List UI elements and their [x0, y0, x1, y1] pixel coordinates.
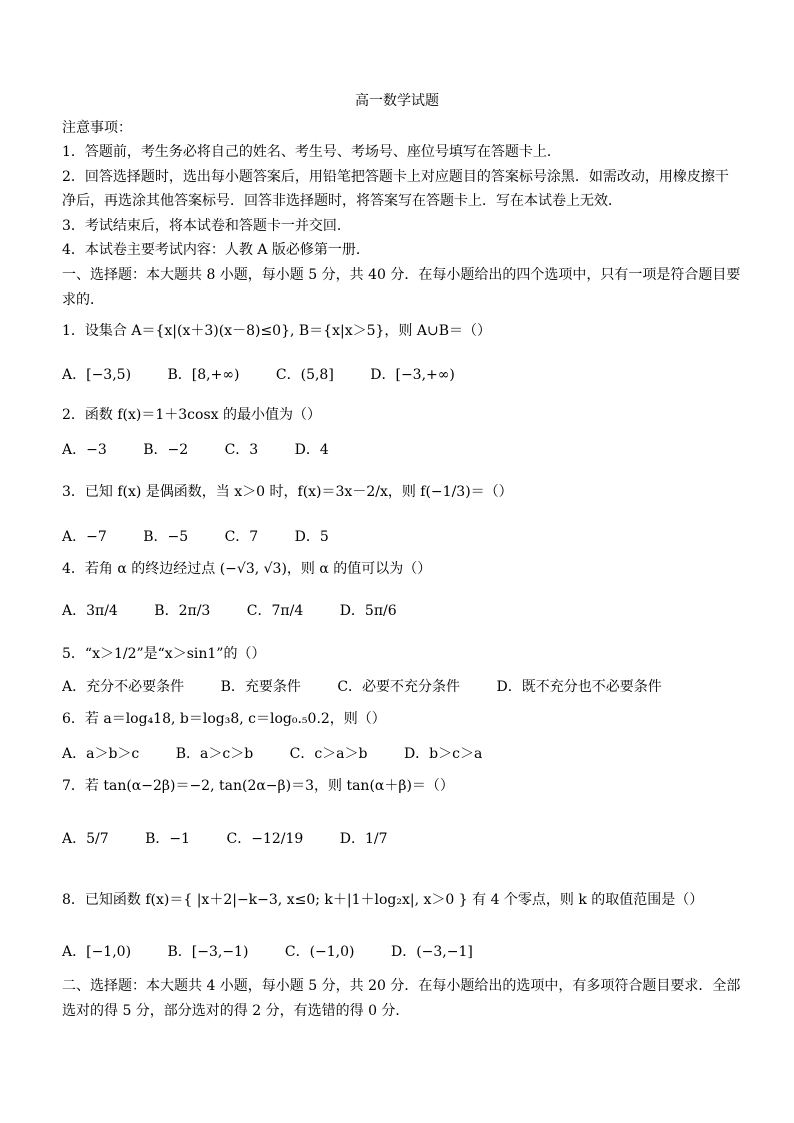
option-b: B．−2 — [143, 442, 189, 458]
question-1-options — [62, 366, 487, 384]
option-d: D．4 — [294, 442, 329, 458]
question-5-stem: 5．“x＞1/2”是“x＞sin1”的（） — [62, 646, 266, 662]
section2-instructions: 二、选择题：本大题共 4 小题，每小题 5 分，共 20 分．在每小题给出的选项中，有多项符合题目要求．全部 — [62, 978, 741, 994]
option-b: B．−1 — [145, 831, 191, 847]
option-a: A．充分不必要条件 — [62, 679, 185, 695]
option-a: A．3π/4 — [62, 603, 118, 619]
question-3-stem: 3．已知 f(x) 是偶函数，当 x＞0 时，f(x)＝3x－2/x，则 f(−1/3)＝（） — [62, 484, 513, 500]
question-4-options — [62, 602, 429, 620]
option-c: C．3 — [224, 442, 259, 458]
option-b: B．a＞c＞b — [175, 746, 254, 762]
question-1-stem: 1．设集合 A＝{x|(x＋3)(x－8)≤0}, B＝{x|x＞5}，则 A∪B＝（） — [62, 323, 491, 339]
notice-item: 3．考试结束后，将本试卷和答题卡一并交回． — [62, 218, 351, 234]
option-d: D．5 — [294, 529, 329, 545]
question-7-options — [62, 830, 420, 848]
option-a: A．[−1,0) — [62, 944, 132, 960]
question-8-stem: 8．已知函数 f(x)＝{ |x＋2|−k−3, x≤0; k＋|1＋log₂x|, x＞0 } 有 4 个零点，则 k 的取值范围是（） — [62, 892, 704, 908]
question-8-options — [62, 943, 505, 961]
option-b: B．[−3,−1) — [167, 944, 249, 960]
option-a: A．a＞b＞c — [62, 746, 140, 762]
option-b: B．2π/3 — [154, 603, 211, 619]
option-c: C．(−1,0) — [284, 944, 355, 960]
question-6-stem: 6．若 a＝log₄18, b＝log₃8, c＝log₀.₅0.2，则（） — [62, 711, 386, 727]
option-b: B．[8,+∞) — [167, 367, 240, 383]
option-a: A．[−3,5) — [62, 367, 132, 383]
option-d: D．既不充分也不必要条件 — [496, 679, 662, 695]
option-c: C．必要不充分条件 — [337, 679, 461, 695]
notice-item: 净后，再选涂其他答案标号．回答非选择题时，将答案写在答题卡上．写在本试卷上无效． — [62, 193, 622, 209]
option-a: A．−3 — [62, 442, 107, 458]
option-d: D．[−3,+∞) — [370, 367, 455, 383]
section1-instructions: 一、选择题：本大题共 8 小题，每小题 5 分，共 40 分．在每小题给出的四个选项中，只有一项是符合题目要 — [62, 267, 741, 283]
option-d: D．b＞c＞a — [403, 746, 483, 762]
question-2-stem: 2．函数 f(x)＝1＋3cosx 的最小值为（） — [62, 407, 321, 423]
section2-instructions-cont: 选对的得 5 分，部分选对的得 2 分，有选错的得 0 分． — [62, 1003, 410, 1019]
option-c: C．−12/19 — [226, 831, 304, 847]
question-7-stem: 7．若 tan(α−2β)＝−2, tan(2α−β)＝3，则 tan(α＋β)＝（） — [62, 778, 454, 794]
page-title: 高一数学试题 — [355, 93, 439, 109]
option-d: D．5π/6 — [339, 603, 397, 619]
option-c: C．7 — [224, 529, 259, 545]
question-5-options — [62, 678, 694, 696]
option-c: C．(5,8] — [275, 367, 334, 383]
notice-item: 2．回答选择题时，选出每小题答案后，用铅笔把答题卡上对应题目的答案标号涂黑．如需改动，用橡皮擦干 — [62, 169, 729, 185]
option-b: B．−5 — [143, 529, 189, 545]
question-6-options — [62, 745, 514, 763]
option-c: C．7π/4 — [246, 603, 304, 619]
option-d: D．1/7 — [339, 831, 388, 847]
question-2-options — [62, 441, 361, 459]
section1-instructions-cont: 求的． — [62, 292, 104, 308]
option-a: A．−7 — [62, 529, 107, 545]
option-a: A．5/7 — [62, 831, 109, 847]
notice-item: 1．答题前，考生务必将自己的姓名、考生号、考场号、座位号填写在答题卡上． — [62, 144, 561, 160]
option-c: C．c＞a＞b — [289, 746, 368, 762]
question-4-stem: 4．若角 α 的终边经过点 (−√3, √3)，则 α 的值可以为（） — [62, 561, 432, 577]
notice-heading: 注意事项： — [62, 120, 132, 136]
option-b: B．充要条件 — [220, 679, 301, 695]
notice-item: 4．本试卷主要考试内容：人教 A 版必修第一册． — [62, 242, 370, 258]
question-3-options — [62, 528, 361, 546]
option-d: D．(−3,−1] — [390, 944, 473, 960]
